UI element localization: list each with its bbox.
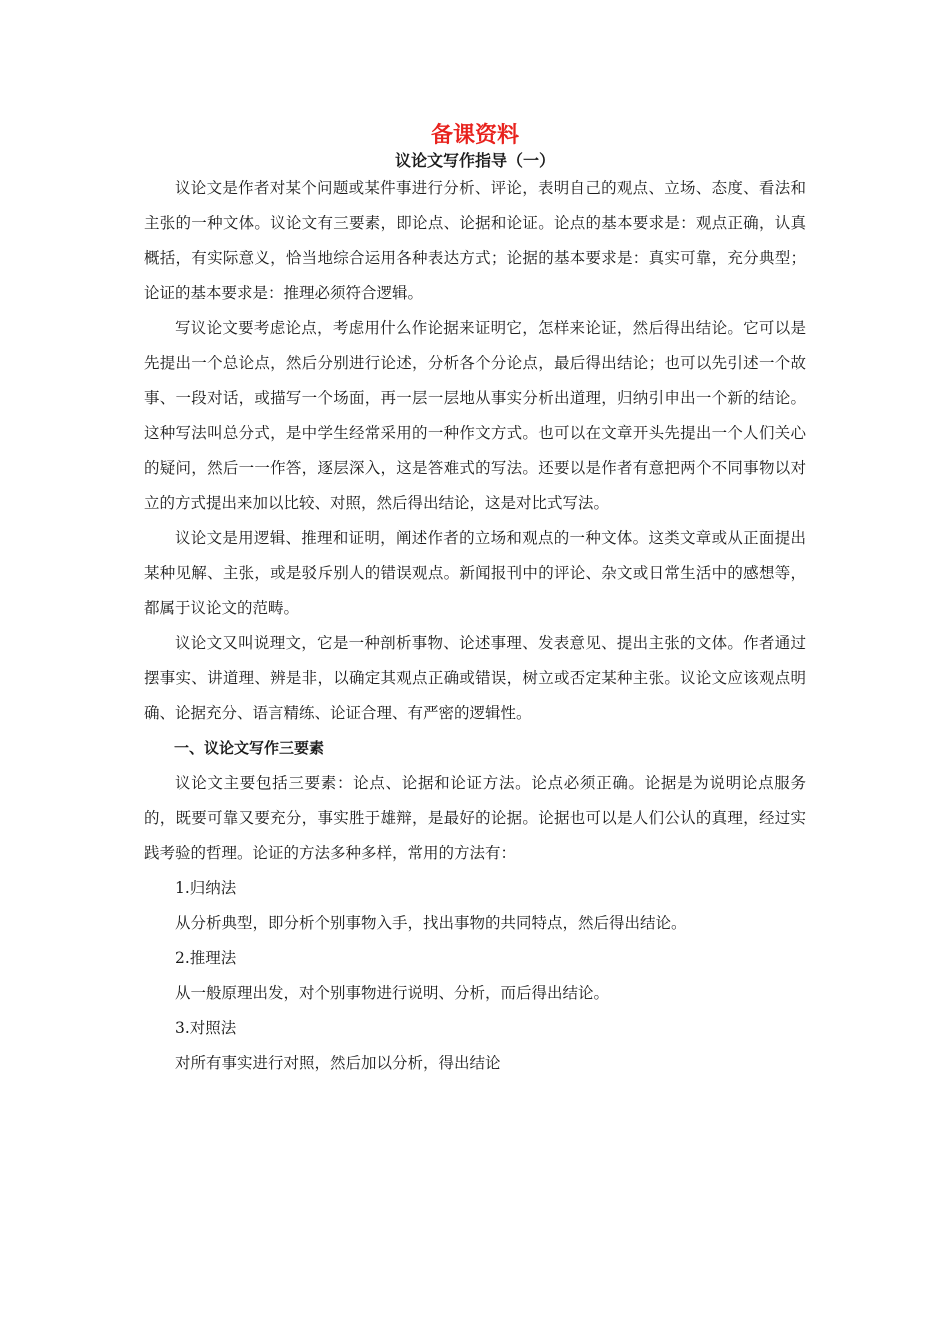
page-subtitle: 议论文写作指导（一） [394,151,555,170]
section-heading: 一、议论文写作三要素 [174,739,325,757]
paragraph-3: 议论文是用逻辑、推理和证明，阐述作者的立场和观点的一种文体。这类文章或从正面提出某种见解、主张，或是驳斥别人的错误观点。新闻报刊中的评论、杂文或日常生活中的感想等，都属于议论文的范畴。 [144,529,806,617]
method-text-2: 从一般原理出发，对个别事物进行说明、分析，而后得出结论。 [175,984,610,1002]
document-body [144,171,806,1081]
method-label-3: 3.对照法 [175,1019,237,1037]
method-label-2: 2.推理法 [175,949,237,967]
paragraph-2: 写议论文要考虑论点，考虑用什么作论据来证明它，怎样来论证，然后得出结论。它可以是先提出一个总论点，然后分别进行论述，分析各个分论点，最后得出结论；也可以先引述一个故事、一段对话，或描写一个场面，再一层一层地从事实分析出道理，归纳引申出一个新的结论。这种写法叫总分式，是中学生经常采用的一种作文方式。也可以在文章开头先提出一个人们关心的疑问，然后一一作答，逐层深入，这是答难式的写法。还要以是作者有意把两个不同事物以对立的方式提出来加以比较、对照，然后得出结论，这是对比式写法。 [144,319,806,512]
method-label-1: 1.归纳法 [175,879,237,897]
section-intro: 议论文主要包括三要素：论点、论据和论证方法。论点必须正确。论据是为说明论点服务的，既要可靠又要充分，事实胜于雄辩，是最好的论据。论据也可以是人们公认的真理，经过实践考验的哲理。论证的方法多种多样，常用的方法有： [144,774,806,862]
method-text-1: 从分析典型，即分析个别事物入手，找出事物的共同特点，然后得出结论。 [175,914,687,932]
page-title: 备课资料 [430,123,519,148]
method-text-3: 对所有事实进行对照，然后加以分析，得出结论 [175,1054,501,1072]
paragraph-4: 议论文又叫说理文，它是一种剖析事物、论述事理、发表意见、提出主张的文体。作者通过摆事实、讲道理、辨是非，以确定其观点正确或错误，树立或否定某种主张。议论文应该观点明确、论据充分、语言精练、论证合理、有严密的逻辑性。 [144,634,806,722]
paragraph-1: 议论文是作者对某个问题或某件事进行分析、评论，表明自己的观点、立场、态度、看法和主张的一种文体。议论文有三要素，即论点、论据和论证。论点的基本要求是：观点正确，认真概括，有实际意义，恰当地综合运用各种表达方式；论据的基本要求是：真实可靠，充分典型；论证的基本要求是：推理必须符合逻辑。 [144,179,806,302]
